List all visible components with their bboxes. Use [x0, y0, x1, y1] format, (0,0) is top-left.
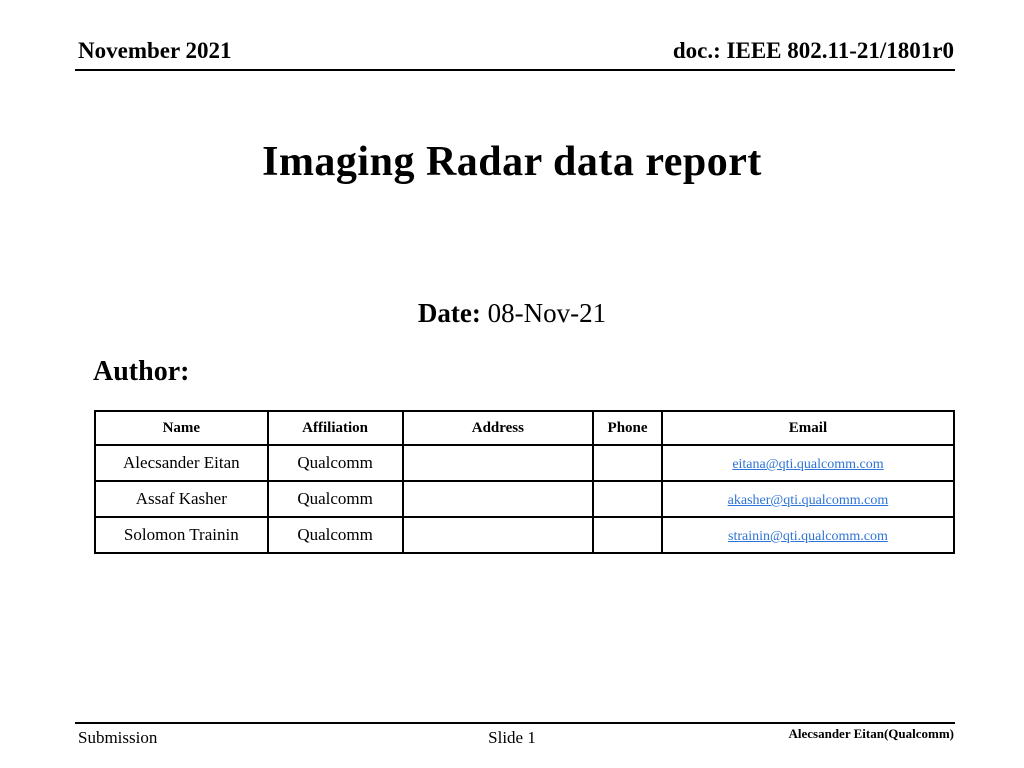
cell-phone: [593, 481, 662, 517]
email-link[interactable]: strainin@qti.qualcomm.com: [728, 529, 888, 544]
cell-address: [403, 517, 594, 553]
footer-divider-line: [75, 722, 955, 724]
footer-slide-number: Slide 1: [488, 728, 536, 747]
table-row: [95, 445, 954, 481]
cell-email: [662, 517, 954, 553]
date-value: 08-Nov-21: [487, 298, 607, 328]
cell-address: [403, 481, 594, 517]
column-header-address: Address: [403, 411, 594, 445]
header-doc-number: doc.: IEEE 802.11-21/1801r0: [672, 38, 954, 63]
cell-affiliation: Qualcomm: [268, 445, 403, 481]
cell-phone: [593, 517, 662, 553]
footer-author-credit: Alecsander Eitan(Qualcomm): [788, 726, 954, 741]
email-link[interactable]: akasher@qti.qualcomm.com: [727, 493, 889, 508]
cell-email: [662, 481, 954, 517]
footer-submission: Submission: [78, 728, 158, 747]
cell-name: Alecsander Eitan: [95, 445, 268, 481]
date-label: Date:: [417, 298, 481, 328]
cell-affiliation: Qualcomm: [268, 517, 403, 553]
header-date: November 2021: [78, 38, 232, 63]
cell-address: [403, 445, 594, 481]
date-line: [0, 298, 1024, 329]
cell-email: [662, 445, 954, 481]
table-header-row: [95, 411, 954, 445]
column-header-name: Name: [95, 411, 268, 445]
cell-name: Assaf Kasher: [95, 481, 268, 517]
column-header-email: Email: [662, 411, 954, 445]
email-link[interactable]: eitana@qti.qualcomm.com: [732, 457, 884, 472]
table-row: [95, 481, 954, 517]
column-header-affiliation: Affiliation: [268, 411, 403, 445]
cell-name: Solomon Trainin: [95, 517, 268, 553]
table-row: [95, 517, 954, 553]
author-table: [94, 410, 955, 554]
header-divider-line: [75, 69, 955, 71]
author-label: Author:: [93, 356, 190, 387]
cell-phone: [593, 445, 662, 481]
cell-affiliation: Qualcomm: [268, 481, 403, 517]
slide-title: Imaging Radar data report: [262, 139, 762, 185]
column-header-phone: Phone: [593, 411, 662, 445]
